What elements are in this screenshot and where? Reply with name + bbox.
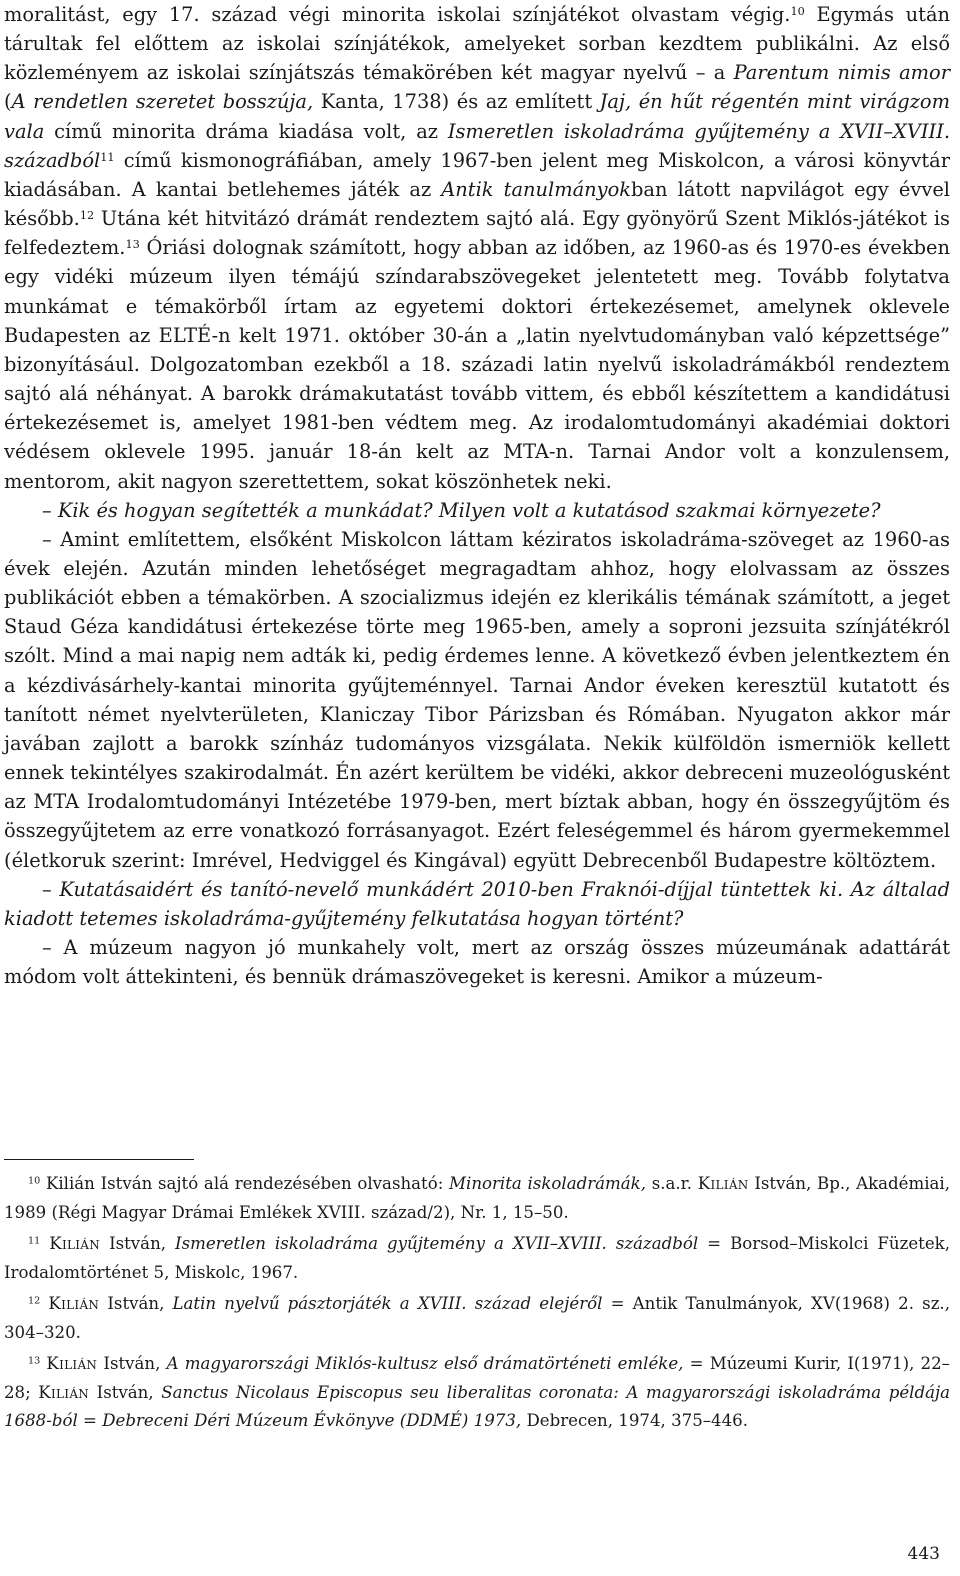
italic-text: Latin nyelvű pásztorjáték a XVIII. század elejéről <box>172 1294 603 1313</box>
footnotes <box>4 1170 950 1439</box>
text-run: Debrecen, 1974, 375–446. <box>521 1411 748 1430</box>
italic-text: Jaj, én hűt régentén mint virágzom vala <box>4 90 950 143</box>
text-run: István, Bp., Akadémiai, 1989 (Régi Magyar Drámai Emlékek XVIII. század/2), Nr. 1, 15–50. <box>4 1174 951 1222</box>
dash: – <box>42 877 60 901</box>
text-run: = Múzeumi Kurir, I(1971), 22–28; <box>4 1354 950 1402</box>
text-run: – Amint említettem, elsőként Miskolcon láttam kéziratos iskoladráma-szöveget az 1960-as évek elején. Azután minden lehetőséget megragadtam ahhoz, hogy elolvassam az összes publikációt ebben a témakörben. A szocializmus idején ez klerikális témának számított, a jeget Staud Géza kandidátusi értekezése törte meg 1965-ben, amely a soproni jezsuita színjátékról szólt. Mind a mai napig nem adták ki, pedig érdemes lenne. A következő évben jelentkeztem én a kézdivásárhely-kantai minorita gyűjteménnyel. Tarnai Andor éveken keresztül kutatott és tanított német nyelvterületen, Klaniczay Tibor Párizsban és Rómában. Nyugaton akkor már javában zajlott a barokk színház tudományos vizsgálata. Nekik külföldön ismerniök kellett ennek tekintélyes szakirodalmát. Én azért kerültem be vidéki, akkor debreceni muzeológusként az MTA Irodalomtudományi Intézetébe 1979-ben, mert bíztak abban, hogy én összegyűjtöm és összegyűjtetem az erre vonatkozó forrásanyagot. Ezért feleségemmel és három gyermekemmel (életkoruk szerint: Imrével, Hedviggel és Kingával) együtt Debrecenből Budapestre költöztem. <box>4 527 950 872</box>
italic-text: Ismeretlen iskoladráma gyűjtemény a XVII–XVIII. századból <box>4 119 950 172</box>
author-name: Kilián <box>46 1354 98 1373</box>
answer-paragraph <box>4 525 950 875</box>
footnote-ref: 10 <box>790 4 805 18</box>
text-run: Kik és hogyan segítették a munkádat? Milyen volt a kutatásod szakmai környezete? <box>57 498 881 522</box>
page-number: 443 <box>907 1544 940 1564</box>
text-run: című minorita dráma kiadása volt, az <box>44 119 448 143</box>
text-run: István, <box>100 1234 176 1253</box>
dash: – <box>42 498 58 522</box>
footnote <box>4 1230 950 1287</box>
footnote-ref: 12 <box>28 1295 41 1307</box>
text-run: István, <box>97 1354 167 1373</box>
footnote-ref: 13 <box>28 1355 41 1367</box>
text-run <box>40 1234 49 1253</box>
text-run: = Antik Tanulmányok, XV(1968) 2. sz., 304–320. <box>4 1294 950 1342</box>
footnote-ref: 11 <box>28 1235 41 1247</box>
footnote-ref: 12 <box>79 208 95 222</box>
question-paragraph <box>4 875 950 933</box>
italic-text: A magyarországi Miklós-kultusz első drámatörténeti emléke, <box>166 1354 684 1373</box>
text-run: moralitást, egy 17. század végi minorita iskolai színjátékot olvastam végig. <box>4 3 791 26</box>
author-name: Kilián <box>697 1174 749 1193</box>
book-page <box>4 0 950 1576</box>
author-name: Kilián <box>48 1294 100 1313</box>
text-run: = Borsod–Miskolci Füzetek, Irodalomtörténet 5, Miskolc, 1967. <box>4 1234 950 1282</box>
text-run: Óriási dolognak számított, hogy abban az időben, az 1960-as és 1970-es években egy vidéki múzeum ilyen témájú színdarabszövegeket jelentetett meg. Tovább folytatva munkámat e témakörből írtam az egyetemi doktori értekezésemet, amelynek oklevele Budapesten az ELTÉ-n kelt 1971. október 30-án a „latin nyelvtudományban való képzettsége” bizonyításául. Dolgozatomban ezekből a 18. századi latin nyelvű iskoladrámákból rendeztem sajtó alá néhányat. A barokk drámakutatást tovább vittem, és ebből készítettem a kandidátusi értekezésemet is, amelyet 1981-ben védtem meg. Az irodalomtudományi akadémiai doktori védésem oklevele 1995. január 18-án kelt az MTA-n. Tarnai Andor volt a konzulensem, mentorom, akit nagyon szerettettem, sokat köszönhetek neki. <box>4 236 950 493</box>
footnote <box>4 1170 950 1227</box>
text-run: Kilián István sajtó alá rendezésében olvasható: <box>40 1174 450 1193</box>
text-run: Utána két hitvitázó drámát rendeztem sajtó alá. Egy gyönyörű Szent Miklós-játékot is felfedeztem. <box>4 207 950 260</box>
text-run: Egymás után tárultak fel előttem az iskolai színjátékok, amelyeket sorban kezdtem publikálni. Az első közleményem az iskolai színjátszás témakörében két magyar nyelvű – a <box>4 3 950 85</box>
italic-text: Ismeretlen iskoladráma gyűjtemény a XVII–XVIII. századból <box>175 1234 699 1253</box>
text-run: ban látott napvilágot egy évvel később. <box>4 177 950 231</box>
footnote-ref: 10 <box>28 1175 41 1187</box>
footnote-ref: 13 <box>125 238 140 252</box>
footnote-ref: 11 <box>100 150 115 164</box>
answer-paragraph <box>4 933 950 991</box>
italic-text: Minorita iskoladrámák, <box>449 1174 646 1193</box>
text-run: ( <box>4 90 12 114</box>
main-text <box>4 0 950 991</box>
author-name: Kilián <box>38 1382 90 1402</box>
text-run: s.a.r. <box>646 1174 698 1193</box>
footnote-separator <box>4 1159 194 1160</box>
text-run: Kutatásaidért és tanító-nevelő munkádért 2010-ben Fraknói-díjjal tüntettek ki. Az általad kiadott tetemes iskoladráma-gyűjtemény felkutatása hogyan történt? <box>4 877 950 930</box>
text-run: István, <box>99 1294 173 1313</box>
paragraph <box>4 0 950 496</box>
author-name: Kilián <box>49 1234 101 1253</box>
text-run: Kanta, 1738) és az említett <box>313 90 600 114</box>
text-run: – A múzeum nagyon jó munkahely volt, mert az ország összes múzeumának adattárát módom volt áttekinteni, és bennük drámaszövegeket is keresni. Amikor a múzeum- <box>4 936 950 989</box>
italic-text: Sanctus Nicolaus Episcopus seu liberalitas coronata: A magyarországi iskoladráma példája 1688-ból = Debreceni Déri Múzeum Évkönyve (DDMÉ) 1973, <box>4 1382 950 1430</box>
footnote <box>4 1350 950 1436</box>
text-run: című kismonográfiában, amely 1967-ben jelent meg Miskolcon, a városi könyvtár kiadásában. A kantai betlehemes játék az <box>4 148 950 201</box>
italic-text: A rendetlen szeretet bosszúja, <box>11 90 314 114</box>
text-run: István, <box>89 1382 162 1402</box>
footnote <box>4 1290 950 1347</box>
italic-text: Antik tanulmányok <box>441 177 632 201</box>
question-paragraph <box>4 496 950 525</box>
italic-text: Parentum nimis amor <box>733 61 950 85</box>
